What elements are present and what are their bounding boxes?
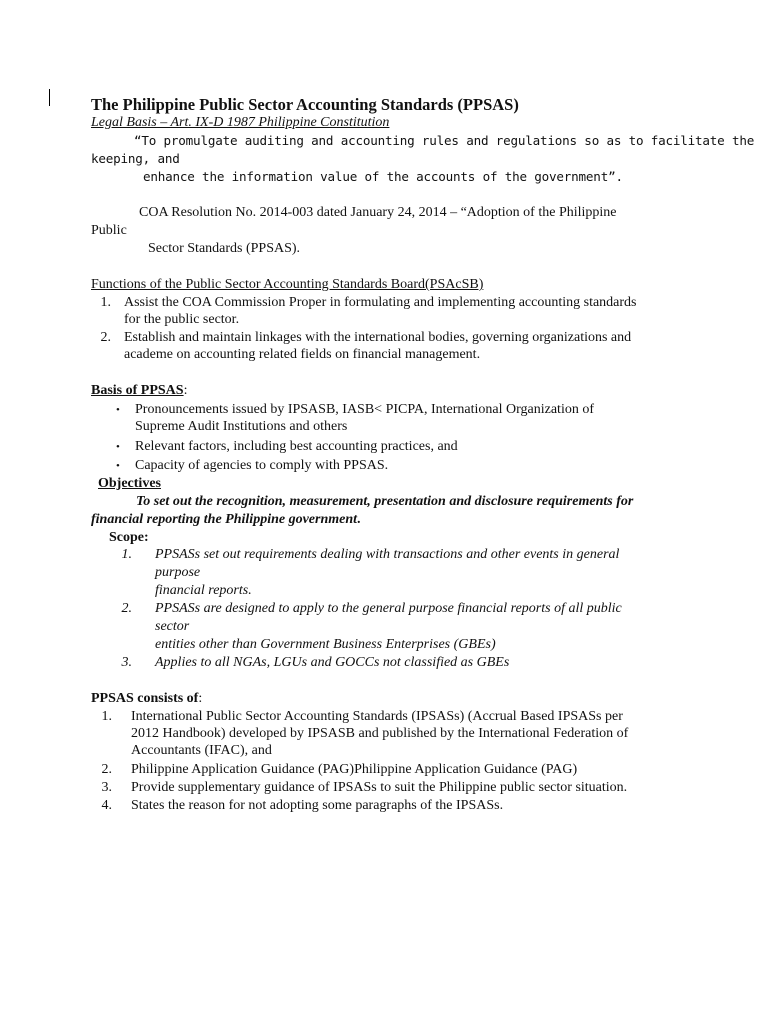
legal-quote-line-1: “To promulgate auditing and accounting rules and regulations so as to facilitate the [134, 133, 755, 148]
scope-item-2-line-1: PPSASs are designed to apply to the general purpose financial reports of all public [155, 601, 622, 616]
scope-item-2-line-3: entities other than Government Business Enterprises (GBEs) [155, 637, 496, 652]
basis-item-2: Relevant factors, including best accounting practices, and [135, 439, 458, 454]
consists-heading: PPSAS consists of: [91, 691, 203, 706]
scope-item-1-line-1: PPSASs set out requirements dealing with transactions and other events in general [155, 547, 620, 562]
scope-item-1-line-3: financial reports. [155, 583, 252, 598]
objectives-line-2: financial reporting the Philippine government. [91, 512, 361, 527]
bullet-icon: • [116, 441, 120, 453]
basis-heading: Basis of PPSAS: [91, 383, 188, 398]
document-title: The Philippine Public Sector Accounting Standards (PPSAS) [91, 95, 519, 114]
coa-resolution-line-1: COA Resolution No. 2014-003 dated January 24, 2014 – “Adoption of the Philippine [139, 205, 617, 220]
functions-item-2-line-2: academe on accounting related fields on financial management. [124, 347, 481, 362]
text-cursor [49, 89, 50, 106]
legal-basis-heading: Legal Basis – Art. IX-D 1987 Philippine Constitution [91, 115, 390, 130]
coa-resolution-line-3: Sector Standards (PPSAS). [148, 241, 301, 256]
basis-item-1-line-1: Pronouncements issued by IPSASB, IASB< PICPA, International Organization of [135, 402, 594, 417]
basis-item-1-line-2: Supreme Audit Institutions and others [135, 419, 348, 434]
objectives-line-1: To set out the recognition, measurement, presentation and disclosure requirements for [136, 494, 634, 509]
consists-item-1-line-1: International Public Sector Accounting Standards (IPSASs) (Accrual Based IPSASs per [131, 709, 623, 724]
scope-item-3-line-1: Applies to all NGAs, LGUs and GOCCs not classified as GBEs [155, 655, 510, 670]
functions-item-1-line-1: Assist the COA Commission Proper in formulating and implementing accounting standards [124, 295, 637, 310]
legal-quote-line-2: keeping, and [91, 151, 180, 166]
basis-item-3: Capacity of agencies to comply with PPSAS. [135, 458, 389, 473]
consists-item-4-line-1: States the reason for not adopting some paragraphs of the IPSASs. [131, 798, 504, 813]
consists-item-1-line-2: 2012 Handbook) developed by IPSASB and published by the International Federation of [131, 726, 629, 741]
functions-heading: Functions of the Public Sector Accounting Standards Board(PSAcSB) [91, 277, 484, 292]
legal-quote-line-3: enhance the information value of the accounts of the government”. [143, 169, 623, 184]
objectives-heading: Objectives [98, 476, 161, 491]
consists-item-3-line-1: Provide supplementary guidance of IPSASs to suit the Philippine public sector situation. [131, 780, 628, 795]
bullet-icon: • [116, 404, 120, 416]
document-page: The Philippine Public Sector Accounting Standards (PPSAS) Legal Basis – Art. IX-D 1987 Philippine Constitution “To promulgate auditing and accounting rules and regulations so as to facilitate the keeping, and enhance the information value of the accounts of the government”. COA Resolution No. 2014-003 dated January 24, 2014 – “Adoption of the Philippine Public Sector Standards (PPSAS). Functions of the Public Sector Accounting Standards Board(PSAcSB) 1. Assist the COA Commission Proper in formulating and implementing accounting standards for the public sector. 2. Establish and maintain linkages with the international bodies, governing organizations and academe on accounting related fields on financial management. Basis of PPSAS: • Pronouncements issued by IPSASB, IASB< PICPA, International Organization of Supreme Audit Institutions and others • Relevant factors, including best accounting practices, and • Capacity of agencies to comply with PPSAS. Objectives To set out the recognition, measurement, presentation and disclosure requirements for financial reporting the Philippine government. Scope: 1. PPSASs set out requirements dealing with transactions and other events in general purpose financial reports. 2. PPSASs are designed to apply to the general purpose financial reports of all public sector entities other than Government Business Enterprises (GBEs) 3. Applies to all NGAs, LGUs and GOCCs not classified as GBEs PPSAS consists of: 1. International Public Sector Accounting Standards (IPSASs) (Accrual Based IPSASs per 2012 Handbook) developed by IPSASB and published by the International Federation of Accountants (IFAC), and 2. Philippine Application Guidance (PAG)Philippine Application Guidance (PAG) 3. Provide supplementary guidance of IPSASs to suit the Philippine public sector situation. 4. States the reason for not adopting some paragraphs of the IPSASs. [0, 0, 768, 1024]
scope-item-1-line-2: purpose [155, 565, 201, 580]
consists-item-1-line-3: Accountants (IFAC), and [131, 743, 272, 758]
consists-item-2-line-1: Philippine Application Guidance (PAG)Philippine Application Guidance (PAG) [131, 762, 578, 777]
scope-heading: Scope: [109, 530, 149, 545]
functions-item-1-line-2: for the public sector. [124, 312, 240, 327]
scope-item-2-line-2: sector [155, 619, 190, 634]
coa-resolution-line-2: Public [91, 223, 127, 238]
functions-item-2-line-1: Establish and maintain linkages with the international bodies, governing organizations and [124, 330, 632, 345]
bullet-icon: • [116, 460, 120, 472]
